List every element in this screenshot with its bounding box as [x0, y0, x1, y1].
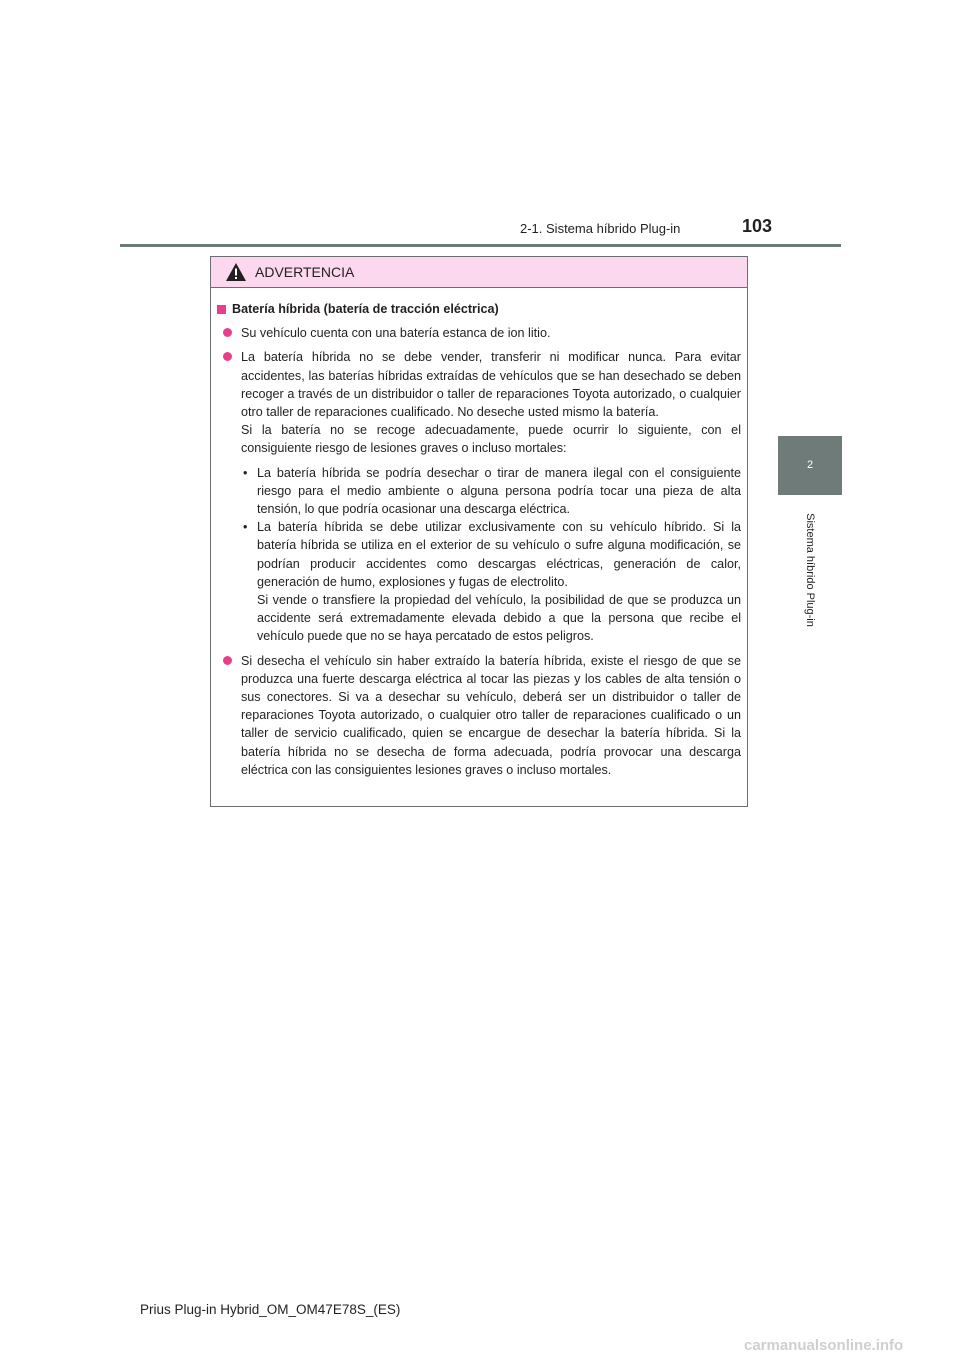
- bullet-item: [217, 652, 741, 779]
- header-divider: [120, 244, 841, 247]
- section-title: 2-1. Sistema híbrido Plug-in: [520, 221, 681, 236]
- circle-bullet-icon: [223, 656, 232, 665]
- circle-bullet-icon: [223, 328, 232, 337]
- bullet-text: Si desecha el vehículo sin haber extraído la batería híbrida, existe el riesgo de que se produzca una fuerte descarga eléctrica al tocar las piezas y los cables de alta tensión o sus conectores. Si va a desechar su vehículo, deberá ser un distribuidor o taller de reparaciones Toyota autorizado, o cualquier otro taller de reparaciones cualificado o un taller de servicio cualificado, quien se encargue de desechar la batería híbrida. Si la batería híbrida no se desecha de forma adecuada, podría provocar una descarga eléctrica con las consiguientes lesiones graves o incluso mortales.: [241, 653, 741, 777]
- page-number: 103: [742, 216, 773, 236]
- watermark-text: carmanualsonline.info: [744, 1337, 904, 1354]
- chapter-tab: 2: [778, 436, 842, 495]
- section-heading-text: Batería híbrida (batería de tracción eléctrica): [232, 302, 499, 316]
- warning-box: [210, 256, 748, 807]
- watermark-logo: [744, 1336, 954, 1354]
- chapter-tab-title: Sistema híbrido Plug-in: [804, 513, 816, 627]
- warning-title: ADVERTENCIA: [255, 264, 355, 280]
- bullet-item: [217, 324, 741, 342]
- sub-bullet-marker: •: [243, 520, 248, 535]
- sub-list: [241, 464, 741, 646]
- sub-item-text: Si vende o transfiere la propiedad del vehículo, la posibilidad de que se produzca un accidente será extremadamente elevada debido a que la persona que recibe el vehículo puede que no se haya percatado de estos peligros.: [257, 593, 741, 644]
- sub-item-text: La batería híbrida se debe utilizar exclusivamente con su vehículo híbrido. Si la batería híbrida se utiliza en el exterior de su vehículo o sufre alguna modificación, se podrían producir accidentes como descargas eléctricas, generación de calor, generación de humo, explosiones y fugas de electrolito.: [257, 520, 741, 589]
- sub-bullet-marker: •: [243, 465, 248, 480]
- bullet-text: La batería híbrida no se debe vender, transferir ni modificar nunca. Para evitar accidentes, las baterías híbridas extraídas de vehículos que se han desechado se deben recoger a través de un distribuidor o taller de reparaciones Toyota autorizado, o cualquier otro taller de reparaciones cualificado. No deseche usted mismo la batería.: [241, 350, 741, 420]
- sub-list-item: [241, 518, 741, 645]
- warning-body: [211, 288, 747, 779]
- warning-header: [211, 257, 747, 288]
- section-heading: [217, 300, 741, 318]
- sub-list-item: [241, 464, 741, 519]
- bullet-item: [217, 348, 741, 645]
- circle-bullet-icon: [223, 352, 232, 361]
- footer-document-id: Prius Plug-in Hybrid_OM_OM47E78S_(ES): [140, 1302, 401, 1317]
- bullet-text: Su vehículo cuenta con una batería estanca de ion litio.: [241, 326, 551, 341]
- square-bullet-icon: [217, 305, 226, 314]
- bullet-text: Si la batería no se recoge adecuadamente, puede ocurrir lo siguiente, con el consiguiente riesgo de lesiones graves o incluso mortales:: [241, 423, 741, 456]
- warning-triangle-icon: [225, 262, 247, 282]
- sub-item-text: La batería híbrida se podría desechar o tirar de manera ilegal con el consiguiente riesgo para el medio ambiente o alguna persona podría tocar una pieza de alta tensión, lo que podría ocasionar una descarga eléctrica.: [257, 465, 741, 517]
